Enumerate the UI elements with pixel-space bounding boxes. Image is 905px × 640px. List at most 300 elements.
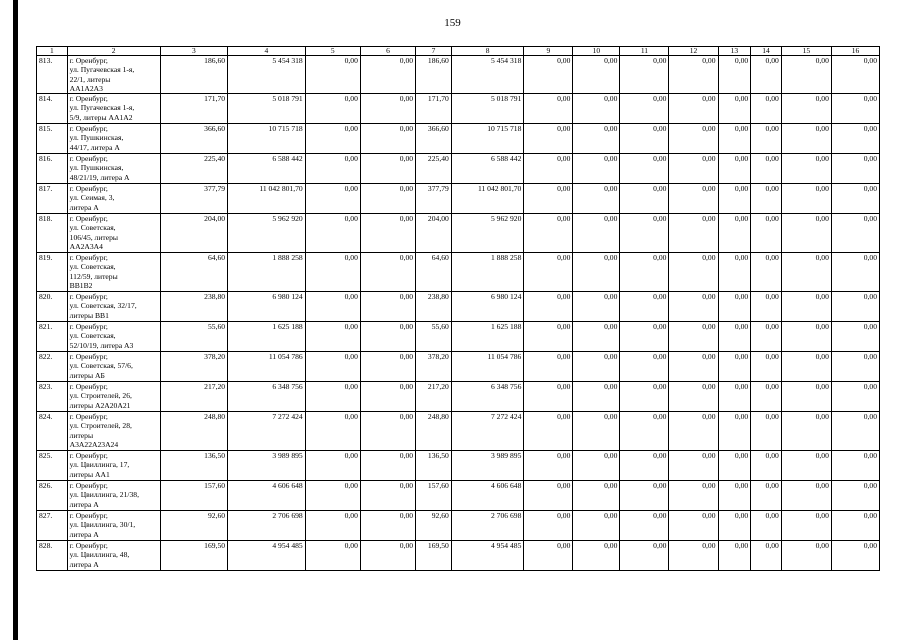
value-cell-c7: 377,79 bbox=[416, 184, 452, 214]
address-line: г. Оренбург, bbox=[69, 214, 108, 224]
address-line: ул. Цвиллинга, 30/1, bbox=[69, 520, 136, 530]
value-cell-c14: 0,00 bbox=[751, 292, 782, 322]
value-cell-c9: 0,00 bbox=[524, 292, 573, 322]
table-row bbox=[37, 124, 880, 154]
value-cell-c10: 0,00 bbox=[573, 511, 620, 541]
value-cell-c14: 0,00 bbox=[751, 184, 782, 214]
address-line: литера А bbox=[69, 529, 99, 539]
value-cell-c8: 4 954 485 bbox=[451, 541, 524, 571]
value-cell-c5: 0,00 bbox=[305, 541, 360, 571]
value-cell-c10: 0,00 bbox=[573, 352, 620, 382]
address-line: ул. Советская, bbox=[69, 331, 116, 341]
value-cell-c6: 0,00 bbox=[360, 451, 415, 481]
value-cell-c12: 0,00 bbox=[669, 56, 718, 94]
register-table bbox=[36, 46, 880, 571]
value-cell-c4: 11 054 786 bbox=[228, 352, 306, 382]
value-cell-c7: 204,00 bbox=[416, 214, 452, 253]
value-cell-c15: 0,00 bbox=[781, 214, 831, 253]
value-cell-c13: 0,00 bbox=[718, 511, 751, 541]
row-number-cell: 814. bbox=[37, 94, 68, 124]
value-cell-c13: 0,00 bbox=[718, 481, 751, 511]
value-cell-c11: 0,00 bbox=[620, 94, 669, 124]
address-line: литеры ВВ1 bbox=[69, 310, 109, 320]
value-cell-c13: 0,00 bbox=[718, 56, 751, 94]
value-cell-c11: 0,00 bbox=[620, 253, 669, 292]
value-cell-c5: 0,00 bbox=[305, 56, 360, 94]
row-number-cell: 826. bbox=[37, 481, 68, 511]
value-cell-c14: 0,00 bbox=[751, 94, 782, 124]
address-line: г. Оренбург, bbox=[69, 412, 108, 422]
value-cell-c4: 5 962 920 bbox=[228, 214, 306, 253]
value-cell-c8: 5 962 920 bbox=[451, 214, 524, 253]
address-cell bbox=[67, 56, 160, 94]
binding-edge-bar bbox=[13, 0, 18, 640]
column-number-row bbox=[37, 47, 880, 56]
value-cell-c13: 0,00 bbox=[718, 154, 751, 184]
table-row bbox=[37, 412, 880, 451]
value-cell-c9: 0,00 bbox=[524, 412, 573, 451]
address-line: г. Оренбург, bbox=[69, 322, 108, 332]
value-cell-c15: 0,00 bbox=[781, 94, 831, 124]
value-cell-c8: 1 625 188 bbox=[451, 322, 524, 352]
table-row bbox=[37, 481, 880, 511]
value-cell-c15: 0,00 bbox=[781, 124, 831, 154]
table-row bbox=[37, 382, 880, 412]
address-cell bbox=[67, 352, 160, 382]
value-cell-c13: 0,00 bbox=[718, 292, 751, 322]
value-cell-c13: 0,00 bbox=[718, 322, 751, 352]
value-cell-c11: 0,00 bbox=[620, 541, 669, 571]
value-cell-c4: 11 042 801,70 bbox=[228, 184, 306, 214]
row-number-cell: 822. bbox=[37, 352, 68, 382]
value-cell-c13: 0,00 bbox=[718, 214, 751, 253]
table-row bbox=[37, 214, 880, 253]
value-cell-c3: 238,80 bbox=[160, 292, 227, 322]
value-cell-c7: 238,80 bbox=[416, 292, 452, 322]
table-row bbox=[37, 451, 880, 481]
address-line: г. Оренбург, bbox=[69, 451, 108, 461]
value-cell-c8: 2 706 698 bbox=[451, 511, 524, 541]
value-cell-c13: 0,00 bbox=[718, 451, 751, 481]
value-cell-c12: 0,00 bbox=[669, 352, 718, 382]
address-line: 22/1, литеры bbox=[69, 74, 111, 84]
address-line: литера А bbox=[69, 559, 99, 569]
value-cell-c8: 3 989 895 bbox=[451, 451, 524, 481]
value-cell-c10: 0,00 bbox=[573, 481, 620, 511]
address-cell bbox=[67, 154, 160, 184]
value-cell-c11: 0,00 bbox=[620, 322, 669, 352]
value-cell-c10: 0,00 bbox=[573, 292, 620, 322]
value-cell-c11: 0,00 bbox=[620, 451, 669, 481]
value-cell-c7: 366,60 bbox=[416, 124, 452, 154]
value-cell-c7: 186,60 bbox=[416, 56, 452, 94]
column-number-cell: 7 bbox=[416, 47, 452, 56]
column-number-cell: 11 bbox=[620, 47, 669, 56]
value-cell-c4: 4 954 485 bbox=[228, 541, 306, 571]
value-cell-c14: 0,00 bbox=[751, 253, 782, 292]
address-cell bbox=[67, 184, 160, 214]
address-line: АА2А3А4 bbox=[69, 242, 103, 252]
value-cell-c8: 5 018 791 bbox=[451, 94, 524, 124]
value-cell-c13: 0,00 bbox=[718, 184, 751, 214]
address-line: 112/59, литеры bbox=[69, 271, 118, 281]
table-row bbox=[37, 56, 880, 94]
row-number-cell: 816. bbox=[37, 154, 68, 184]
value-cell-c7: 171,70 bbox=[416, 94, 452, 124]
value-cell-c3: 171,70 bbox=[160, 94, 227, 124]
table-row bbox=[37, 154, 880, 184]
value-cell-c3: 225,40 bbox=[160, 154, 227, 184]
value-cell-c10: 0,00 bbox=[573, 382, 620, 412]
address-line: 44/17, литера А bbox=[69, 142, 120, 152]
value-cell-c15: 0,00 bbox=[781, 382, 831, 412]
value-cell-c11: 0,00 bbox=[620, 154, 669, 184]
value-cell-c12: 0,00 bbox=[669, 511, 718, 541]
value-cell-c12: 0,00 bbox=[669, 124, 718, 154]
value-cell-c11: 0,00 bbox=[620, 481, 669, 511]
address-line: г. Оренбург, bbox=[69, 253, 108, 263]
value-cell-c12: 0,00 bbox=[669, 94, 718, 124]
value-cell-c7: 136,50 bbox=[416, 451, 452, 481]
value-cell-c10: 0,00 bbox=[573, 451, 620, 481]
address-line: ул. Цвиллинга, 21/38, bbox=[69, 490, 140, 500]
value-cell-c16: 0,00 bbox=[831, 352, 879, 382]
address-line: г. Оренбург, bbox=[69, 541, 108, 551]
value-cell-c8: 7 272 424 bbox=[451, 412, 524, 451]
value-cell-c9: 0,00 bbox=[524, 94, 573, 124]
value-cell-c10: 0,00 bbox=[573, 412, 620, 451]
address-line: ул. Пушкинская, bbox=[69, 133, 124, 143]
value-cell-c3: 157,60 bbox=[160, 481, 227, 511]
value-cell-c16: 0,00 bbox=[831, 154, 879, 184]
value-cell-c8: 5 454 318 bbox=[451, 56, 524, 94]
value-cell-c16: 0,00 bbox=[831, 253, 879, 292]
value-cell-c7: 169,50 bbox=[416, 541, 452, 571]
value-cell-c9: 0,00 bbox=[524, 253, 573, 292]
value-cell-c15: 0,00 bbox=[781, 56, 831, 94]
column-number-cell: 1 bbox=[37, 47, 68, 56]
value-cell-c3: 169,50 bbox=[160, 541, 227, 571]
value-cell-c16: 0,00 bbox=[831, 541, 879, 571]
value-cell-c16: 0,00 bbox=[831, 481, 879, 511]
value-cell-c4: 1 625 188 bbox=[228, 322, 306, 352]
value-cell-c3: 217,20 bbox=[160, 382, 227, 412]
address-line: ул. Сеимая, 3, bbox=[69, 193, 115, 203]
value-cell-c6: 0,00 bbox=[360, 481, 415, 511]
value-cell-c15: 0,00 bbox=[781, 541, 831, 571]
value-cell-c5: 0,00 bbox=[305, 214, 360, 253]
value-cell-c3: 366,60 bbox=[160, 124, 227, 154]
value-cell-c12: 0,00 bbox=[669, 382, 718, 412]
address-cell bbox=[67, 94, 160, 124]
value-cell-c9: 0,00 bbox=[524, 214, 573, 253]
address-line: ул. Пушкинская, bbox=[69, 163, 124, 173]
address-cell bbox=[67, 412, 160, 451]
value-cell-c5: 0,00 bbox=[305, 352, 360, 382]
value-cell-c5: 0,00 bbox=[305, 94, 360, 124]
value-cell-c14: 0,00 bbox=[751, 214, 782, 253]
value-cell-c11: 0,00 bbox=[620, 184, 669, 214]
value-cell-c12: 0,00 bbox=[669, 481, 718, 511]
row-number-cell: 827. bbox=[37, 511, 68, 541]
value-cell-c6: 0,00 bbox=[360, 412, 415, 451]
value-cell-c14: 0,00 bbox=[751, 511, 782, 541]
value-cell-c6: 0,00 bbox=[360, 124, 415, 154]
address-line: А3А22А23А24 bbox=[69, 440, 119, 450]
address-line: ул. Пугачевская 1-я, bbox=[69, 103, 135, 113]
value-cell-c9: 0,00 bbox=[524, 451, 573, 481]
value-cell-c9: 0,00 bbox=[524, 322, 573, 352]
value-cell-c4: 3 989 895 bbox=[228, 451, 306, 481]
value-cell-c6: 0,00 bbox=[360, 511, 415, 541]
row-number-cell: 828. bbox=[37, 541, 68, 571]
value-cell-c15: 0,00 bbox=[781, 451, 831, 481]
value-cell-c12: 0,00 bbox=[669, 451, 718, 481]
address-cell bbox=[67, 214, 160, 253]
register-table-body bbox=[37, 47, 880, 571]
value-cell-c11: 0,00 bbox=[620, 412, 669, 451]
value-cell-c4: 6 348 756 bbox=[228, 382, 306, 412]
value-cell-c16: 0,00 bbox=[831, 412, 879, 451]
value-cell-c13: 0,00 bbox=[718, 541, 751, 571]
value-cell-c14: 0,00 bbox=[751, 322, 782, 352]
value-cell-c10: 0,00 bbox=[573, 214, 620, 253]
address-line: г. Оренбург, bbox=[69, 124, 108, 134]
value-cell-c4: 7 272 424 bbox=[228, 412, 306, 451]
value-cell-c5: 0,00 bbox=[305, 451, 360, 481]
address-line: литеры bbox=[69, 430, 94, 440]
value-cell-c12: 0,00 bbox=[669, 214, 718, 253]
address-line: ул. Советская, bbox=[69, 262, 116, 272]
address-line: 106/45, литеры bbox=[69, 232, 118, 242]
value-cell-c12: 0,00 bbox=[669, 322, 718, 352]
value-cell-c10: 0,00 bbox=[573, 322, 620, 352]
column-number-cell: 4 bbox=[228, 47, 306, 56]
page-number: 159 bbox=[444, 17, 461, 29]
value-cell-c6: 0,00 bbox=[360, 154, 415, 184]
value-cell-c15: 0,00 bbox=[781, 511, 831, 541]
column-number-cell: 14 bbox=[751, 47, 782, 56]
address-cell bbox=[67, 124, 160, 154]
address-line: 52/10/19, литера А3 bbox=[69, 340, 134, 350]
value-cell-c5: 0,00 bbox=[305, 511, 360, 541]
value-cell-c13: 0,00 bbox=[718, 94, 751, 124]
value-cell-c6: 0,00 bbox=[360, 253, 415, 292]
value-cell-c8: 11 042 801,70 bbox=[451, 184, 524, 214]
value-cell-c15: 0,00 bbox=[781, 412, 831, 451]
row-number-cell: 813. bbox=[37, 56, 68, 94]
column-number-cell: 16 bbox=[831, 47, 879, 56]
value-cell-c14: 0,00 bbox=[751, 56, 782, 94]
value-cell-c10: 0,00 bbox=[573, 541, 620, 571]
address-line: литеры А2А20А21 bbox=[69, 400, 131, 410]
value-cell-c15: 0,00 bbox=[781, 481, 831, 511]
address-cell bbox=[67, 292, 160, 322]
address-line: г. Оренбург, bbox=[69, 511, 108, 521]
value-cell-c3: 377,79 bbox=[160, 184, 227, 214]
row-number-cell: 820. bbox=[37, 292, 68, 322]
value-cell-c8: 6 348 756 bbox=[451, 382, 524, 412]
address-line: ул. Пугачевская 1-я, bbox=[69, 65, 135, 75]
row-number-cell: 817. bbox=[37, 184, 68, 214]
row-number-cell: 824. bbox=[37, 412, 68, 451]
value-cell-c11: 0,00 bbox=[620, 292, 669, 322]
value-cell-c14: 0,00 bbox=[751, 481, 782, 511]
address-line: 5/9, литеры АА1А2 bbox=[69, 112, 133, 122]
table-row bbox=[37, 253, 880, 292]
value-cell-c3: 92,60 bbox=[160, 511, 227, 541]
table-row bbox=[37, 511, 880, 541]
address-line: ул. Советская, 32/17, bbox=[69, 301, 137, 311]
value-cell-c13: 0,00 bbox=[718, 124, 751, 154]
value-cell-c14: 0,00 bbox=[751, 412, 782, 451]
table-row bbox=[37, 541, 880, 571]
value-cell-c4: 6 588 442 bbox=[228, 154, 306, 184]
value-cell-c9: 0,00 bbox=[524, 352, 573, 382]
value-cell-c11: 0,00 bbox=[620, 511, 669, 541]
value-cell-c3: 248,80 bbox=[160, 412, 227, 451]
value-cell-c16: 0,00 bbox=[831, 322, 879, 352]
value-cell-c6: 0,00 bbox=[360, 292, 415, 322]
address-line: г. Оренбург, bbox=[69, 184, 108, 194]
value-cell-c3: 55,60 bbox=[160, 322, 227, 352]
value-cell-c7: 248,80 bbox=[416, 412, 452, 451]
table-row bbox=[37, 94, 880, 124]
address-cell bbox=[67, 253, 160, 292]
address-line: литера А bbox=[69, 499, 99, 509]
value-cell-c8: 11 054 786 bbox=[451, 352, 524, 382]
column-number-cell: 13 bbox=[718, 47, 751, 56]
address-line: г. Оренбург, bbox=[69, 382, 108, 392]
value-cell-c16: 0,00 bbox=[831, 124, 879, 154]
value-cell-c12: 0,00 bbox=[669, 184, 718, 214]
value-cell-c3: 378,20 bbox=[160, 352, 227, 382]
column-number-cell: 10 bbox=[573, 47, 620, 56]
column-number-cell: 3 bbox=[160, 47, 227, 56]
value-cell-c7: 55,60 bbox=[416, 322, 452, 352]
address-line: литеры АБ bbox=[69, 370, 105, 380]
value-cell-c8: 10 715 718 bbox=[451, 124, 524, 154]
value-cell-c7: 64,60 bbox=[416, 253, 452, 292]
row-number-cell: 823. bbox=[37, 382, 68, 412]
value-cell-c16: 0,00 bbox=[831, 214, 879, 253]
value-cell-c9: 0,00 bbox=[524, 511, 573, 541]
value-cell-c4: 2 706 698 bbox=[228, 511, 306, 541]
value-cell-c9: 0,00 bbox=[524, 154, 573, 184]
value-cell-c7: 157,60 bbox=[416, 481, 452, 511]
address-line: г. Оренбург, bbox=[69, 154, 108, 164]
value-cell-c12: 0,00 bbox=[669, 154, 718, 184]
address-line: ул. Строителей, 26, bbox=[69, 391, 132, 401]
value-cell-c5: 0,00 bbox=[305, 184, 360, 214]
address-line: ул. Строителей, 28, bbox=[69, 421, 132, 431]
value-cell-c11: 0,00 bbox=[620, 214, 669, 253]
value-cell-c14: 0,00 bbox=[751, 352, 782, 382]
value-cell-c3: 186,60 bbox=[160, 56, 227, 94]
value-cell-c9: 0,00 bbox=[524, 184, 573, 214]
value-cell-c6: 0,00 bbox=[360, 56, 415, 94]
value-cell-c16: 0,00 bbox=[831, 451, 879, 481]
value-cell-c16: 0,00 bbox=[831, 382, 879, 412]
value-cell-c10: 0,00 bbox=[573, 56, 620, 94]
column-number-cell: 6 bbox=[360, 47, 415, 56]
address-line: г. Оренбург, bbox=[69, 292, 108, 302]
address-line: ВВ1В2 bbox=[69, 281, 93, 291]
value-cell-c6: 0,00 bbox=[360, 382, 415, 412]
value-cell-c11: 0,00 bbox=[620, 352, 669, 382]
value-cell-c8: 1 888 258 bbox=[451, 253, 524, 292]
address-cell bbox=[67, 451, 160, 481]
value-cell-c6: 0,00 bbox=[360, 322, 415, 352]
value-cell-c12: 0,00 bbox=[669, 253, 718, 292]
address-cell bbox=[67, 322, 160, 352]
value-cell-c3: 64,60 bbox=[160, 253, 227, 292]
value-cell-c3: 136,50 bbox=[160, 451, 227, 481]
value-cell-c5: 0,00 bbox=[305, 154, 360, 184]
value-cell-c16: 0,00 bbox=[831, 292, 879, 322]
value-cell-c7: 225,40 bbox=[416, 154, 452, 184]
column-number-cell: 15 bbox=[781, 47, 831, 56]
value-cell-c4: 1 888 258 bbox=[228, 253, 306, 292]
value-cell-c7: 92,60 bbox=[416, 511, 452, 541]
value-cell-c5: 0,00 bbox=[305, 382, 360, 412]
value-cell-c12: 0,00 bbox=[669, 292, 718, 322]
value-cell-c14: 0,00 bbox=[751, 154, 782, 184]
value-cell-c6: 0,00 bbox=[360, 184, 415, 214]
value-cell-c12: 0,00 bbox=[669, 412, 718, 451]
value-cell-c16: 0,00 bbox=[831, 94, 879, 124]
row-number-cell: 818. bbox=[37, 214, 68, 253]
value-cell-c10: 0,00 bbox=[573, 94, 620, 124]
address-line: ул. Цвиллинга, 17, bbox=[69, 460, 130, 470]
table-row bbox=[37, 322, 880, 352]
address-cell bbox=[67, 511, 160, 541]
value-cell-c4: 10 715 718 bbox=[228, 124, 306, 154]
row-number-cell: 825. bbox=[37, 451, 68, 481]
value-cell-c4: 5 454 318 bbox=[228, 56, 306, 94]
value-cell-c5: 0,00 bbox=[305, 253, 360, 292]
value-cell-c15: 0,00 bbox=[781, 292, 831, 322]
value-cell-c12: 0,00 bbox=[669, 541, 718, 571]
value-cell-c10: 0,00 bbox=[573, 184, 620, 214]
row-number-cell: 815. bbox=[37, 124, 68, 154]
value-cell-c13: 0,00 bbox=[718, 382, 751, 412]
value-cell-c5: 0,00 bbox=[305, 292, 360, 322]
address-line: г. Оренбург, bbox=[69, 481, 108, 491]
address-line: г. Оренбург, bbox=[69, 352, 108, 362]
value-cell-c8: 6 980 124 bbox=[451, 292, 524, 322]
value-cell-c14: 0,00 bbox=[751, 124, 782, 154]
value-cell-c4: 4 606 648 bbox=[228, 481, 306, 511]
value-cell-c8: 4 606 648 bbox=[451, 481, 524, 511]
value-cell-c13: 0,00 bbox=[718, 412, 751, 451]
address-line: ул. Советская, 57/6, bbox=[69, 361, 133, 371]
column-number-cell: 2 bbox=[67, 47, 160, 56]
value-cell-c5: 0,00 bbox=[305, 124, 360, 154]
value-cell-c13: 0,00 bbox=[718, 352, 751, 382]
value-cell-c15: 0,00 bbox=[781, 322, 831, 352]
column-number-cell: 8 bbox=[451, 47, 524, 56]
value-cell-c7: 217,20 bbox=[416, 382, 452, 412]
column-number-cell: 9 bbox=[524, 47, 573, 56]
value-cell-c9: 0,00 bbox=[524, 382, 573, 412]
value-cell-c9: 0,00 bbox=[524, 541, 573, 571]
column-number-cell: 5 bbox=[305, 47, 360, 56]
address-cell bbox=[67, 382, 160, 412]
address-cell bbox=[67, 481, 160, 511]
value-cell-c14: 0,00 bbox=[751, 451, 782, 481]
value-cell-c11: 0,00 bbox=[620, 56, 669, 94]
